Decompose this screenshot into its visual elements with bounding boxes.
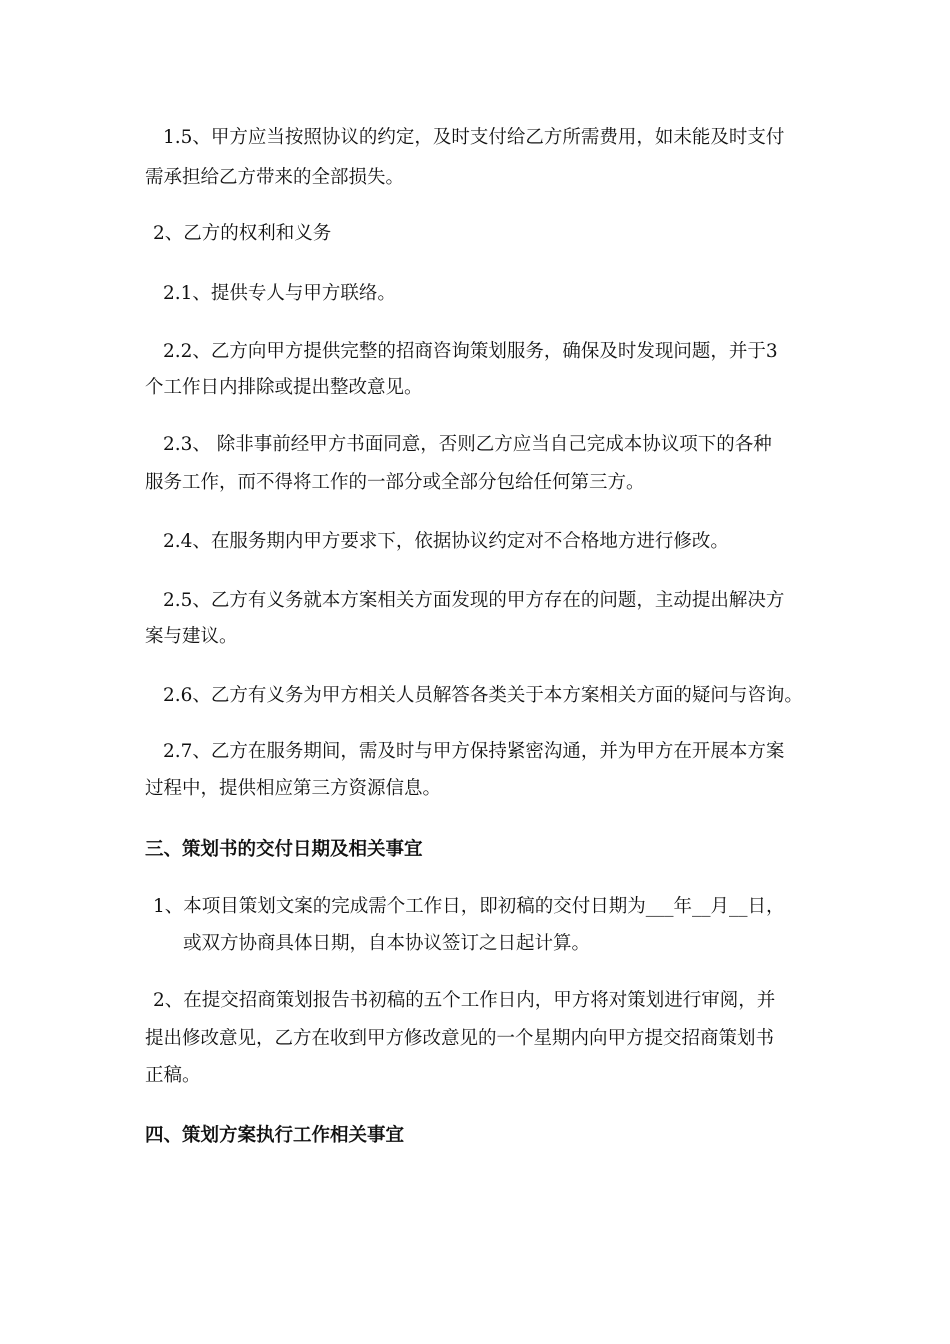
paragraph-3-1-line-1: 1、本项目策划文案的完成需个工作日，即初稿的交付日期为___年__月__日， bbox=[153, 896, 785, 917]
paragraph-2-3-line-1: 2.3、 除非事前经甲方书面同意，否则乙方应当自己完成本协议项下的各种 bbox=[163, 434, 772, 455]
paragraph-2-1: 2.1、提供专人与甲方联络。 bbox=[163, 283, 396, 304]
paragraph-2-4: 2.4、在服务期内甲方要求下，依据协议约定对不合格地方进行修改。 bbox=[163, 531, 729, 552]
paragraph-2-7-line-2: 过程中，提供相应第三方资源信息。 bbox=[145, 778, 442, 799]
section-4-heading: 四、策划方案执行工作相关事宜 bbox=[145, 1125, 405, 1146]
paragraph-2-3-line-2: 服务工作，而不得将工作的一部分或全部分包给任何第三方。 bbox=[145, 472, 645, 493]
paragraph-2-5-line-2: 案与建议。 bbox=[145, 626, 238, 647]
section-3-heading: 三、策划书的交付日期及相关事宜 bbox=[145, 839, 423, 860]
paragraph-2-6: 2.6、乙方有义务为甲方相关人员解答各类关于本方案相关方面的疑问与咨询。 bbox=[163, 685, 803, 706]
paragraph-2-2-line-1: 2.2、乙方向甲方提供完整的招商咨询策划服务，确保及时发现问题，并于3 bbox=[163, 341, 778, 362]
paragraph-3-2-line-1: 2、在提交招商策划报告书初稿的五个工作日内，甲方将对策划进行审阅，并 bbox=[153, 990, 776, 1011]
paragraph-2-5-line-1: 2.5、乙方有义务就本方案相关方面发现的甲方存在的问题，主动提出解决方 bbox=[163, 590, 785, 611]
paragraph-1-5-line-2: 需承担给乙方带来的全部损失。 bbox=[145, 167, 405, 188]
paragraph-3-2-line-3: 正稿。 bbox=[145, 1065, 201, 1086]
paragraph-3-1-line-2: 或双方协商具体日期，自本协议签订之日起计算。 bbox=[183, 933, 591, 954]
paragraph-3-2-line-2: 提出修改意见，乙方在收到甲方修改意见的一个星期内向甲方提交招商策划书 bbox=[145, 1028, 775, 1049]
paragraph-2-2-line-2: 个工作日内排除或提出整改意见。 bbox=[145, 377, 423, 398]
paragraph-2-7-line-1: 2.7、乙方在服务期间，需及时与甲方保持紧密沟通，并为甲方在开展本方案 bbox=[163, 741, 785, 762]
section-2-heading: 2、乙方的权利和义务 bbox=[153, 223, 332, 244]
paragraph-1-5-line-1: 1.5、甲方应当按照协议的约定，及时支付给乙方所需费用，如未能及时支付 bbox=[163, 127, 785, 148]
